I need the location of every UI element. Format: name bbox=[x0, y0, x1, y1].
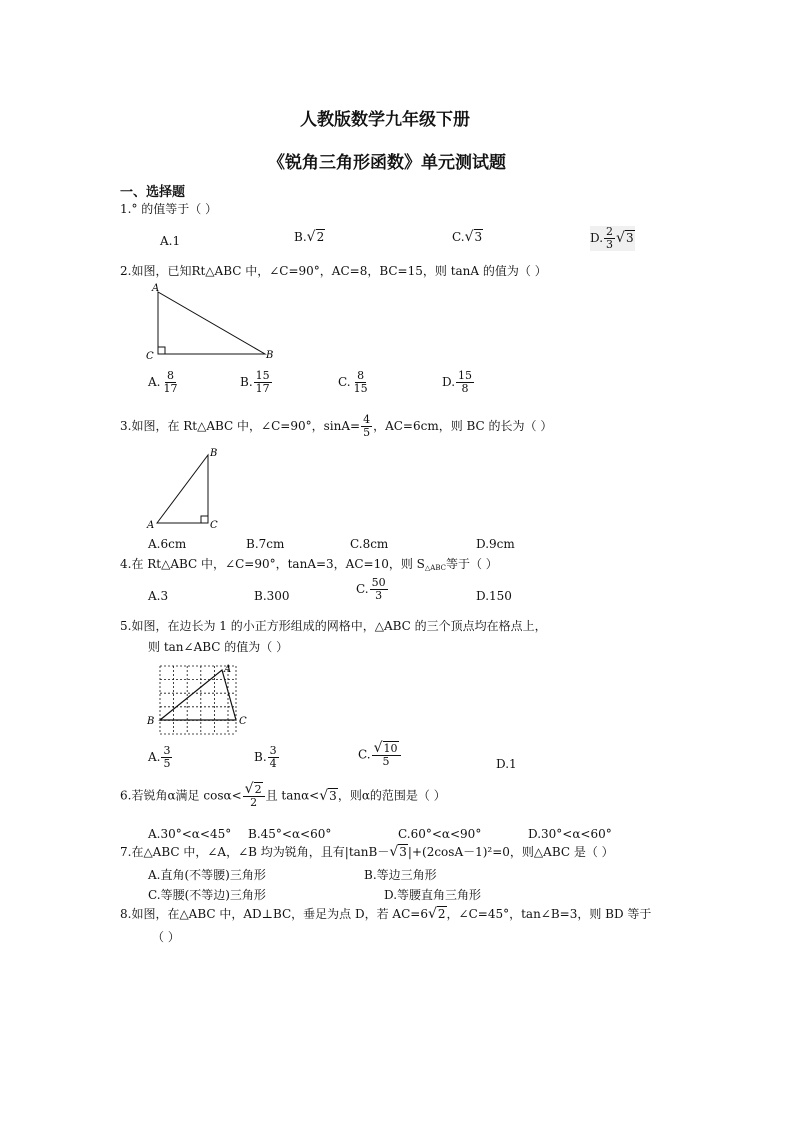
q8-stem-line2: （ ） bbox=[152, 930, 180, 944]
q2-stem: 2.如图，已知Rt△ABC 中，∠C=90°，AC=8，BC=15，则 tanA 的值为（ ） bbox=[120, 264, 547, 278]
q7-option-b: B.等边三角形 bbox=[364, 868, 437, 882]
q1-option-d: D. $\frac{2}{3}$ √3 bbox=[590, 225, 634, 251]
q4-option-c: C. $\frac{50}{3}$ bbox=[356, 576, 386, 602]
q4-option-b: B.300 bbox=[254, 589, 290, 603]
q5-option-c: C. $\frac{√10}{5}$ bbox=[358, 742, 402, 768]
page-title: 人教版数学九年级下册 bbox=[300, 110, 470, 130]
q5-stem-line1: 5.如图，在边长为 1 的小正方形组成的网格中，△ABC 的三个顶点均在格点上， bbox=[120, 619, 547, 633]
q8-stem: 8.如图，在△ABC 中，AD⊥BC，垂足为点 D，若 AC=6√2，∠C=45°，tan∠B=3，则 BD 等于 bbox=[120, 906, 652, 922]
q3-label-b: B bbox=[210, 448, 218, 459]
q5-label-c: C bbox=[239, 716, 247, 727]
q3-option-a: A.6cm bbox=[148, 537, 187, 551]
q3-option-c: C.8cm bbox=[350, 537, 389, 551]
q6-option-d: D.30°<α<60° bbox=[528, 827, 612, 841]
q3-label-c: C bbox=[210, 520, 218, 531]
q7-option-a: A.直角(不等腰)三角形 bbox=[148, 868, 266, 882]
q2-label-c: C bbox=[146, 351, 154, 362]
q3-label-a: A bbox=[147, 520, 155, 531]
q1-option-a: A.1 bbox=[160, 234, 181, 248]
q1-option-b: B.√2 bbox=[294, 229, 325, 245]
q2-option-c: C. $\frac{8}{15}$ bbox=[338, 369, 368, 395]
q5-label-b: B bbox=[147, 716, 155, 727]
q2-option-a: A. $\frac{8}{17}$ bbox=[148, 369, 178, 395]
q5-label-a: A bbox=[224, 664, 232, 675]
q2-option-b: B. $\frac{15}{17}$ bbox=[240, 369, 270, 395]
q4-option-a: A.3 bbox=[148, 589, 169, 603]
q2-label-b: B bbox=[266, 350, 274, 361]
q7-stem: 7.在△ABC 中，∠A，∠B 均为锐角，且有|tanB－√3|+(2cosA－1)²=0，则△ABC 是（ ） bbox=[120, 844, 614, 860]
q2-option-d: D. $\frac{15}{8}$ bbox=[442, 369, 473, 395]
q2-label-a: A bbox=[152, 283, 160, 294]
q5-stem-line2: 则 tan∠ABC 的值为（ ） bbox=[148, 640, 289, 654]
q7-option-d: D.等腰直角三角形 bbox=[384, 888, 482, 902]
q6-option-c: C.60°<α<90° bbox=[398, 827, 482, 841]
q5-option-d: D.1 bbox=[496, 757, 517, 771]
q7-option-c: C.等腰(不等边)三角形 bbox=[148, 888, 266, 902]
page-subtitle: 《锐角三角形函数》单元测试题 bbox=[268, 153, 506, 173]
q6-option-a: A.30°<α<45° bbox=[148, 827, 232, 841]
q5-grid-figure bbox=[142, 660, 254, 740]
q3-option-b: B.7cm bbox=[246, 537, 285, 551]
q4-option-d: D.150 bbox=[476, 589, 512, 603]
q1-stem: 1.° 的值等于（ ） bbox=[120, 202, 218, 216]
q5-option-b: B. $\frac{3}{4}$ bbox=[254, 744, 277, 770]
q1-option-c: C.√3 bbox=[452, 229, 483, 245]
q6-stem: 6.若锐角α满足 cosα< $\frac{√2}{2}$ 且 tanα<√3，则α的范围是（ ） bbox=[120, 781, 446, 809]
section-heading: 一、选择题 bbox=[120, 185, 186, 200]
q3-stem: 3.如图，在 Rt△ABC 中，∠C=90°，sinA= $\frac{4}{5}$ ，AC=6cm，则 BC 的长为（ ） bbox=[120, 413, 553, 439]
q5-option-a: A. $\frac{3}{5}$ bbox=[148, 744, 171, 770]
q3-triangle-figure bbox=[140, 445, 230, 533]
q4-stem: 4.在 Rt△ABC 中，∠C=90°，tanA=3，AC=10，则 $S_{\triangle ABC}$等于（ ） bbox=[120, 557, 498, 572]
q3-option-d: D.9cm bbox=[476, 537, 515, 551]
q6-option-b: B.45°<α<60° bbox=[248, 827, 332, 841]
q2-triangle-figure bbox=[140, 280, 290, 365]
